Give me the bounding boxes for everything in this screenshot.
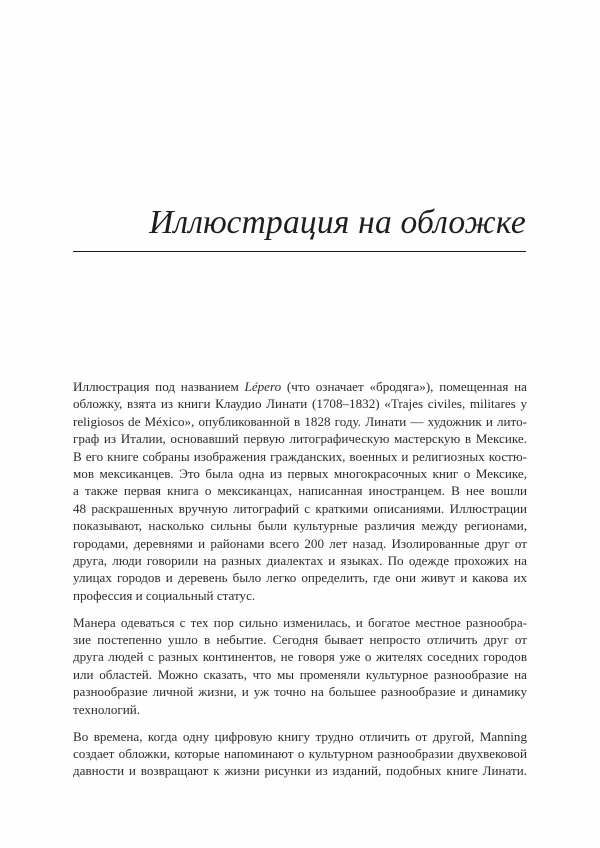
- paragraph-3: [73, 728, 527, 780]
- text-line: или областей. Можно сказать, что мы променяли культурное разнообразие на: [73, 666, 527, 682]
- text-span: Иллюстрация под названием: [73, 379, 245, 394]
- text-line: religiosos de México», опубликованной в 1828 году. Линати — художник и лито-: [73, 413, 527, 429]
- body-text: [73, 378, 527, 789]
- text-line: [73, 378, 527, 395]
- text-line: профессия и социальный статус.: [73, 587, 256, 603]
- paragraph-2: [73, 614, 527, 718]
- text-line: друга людей с разных континентов, не говоря уже о жителях соседних городов: [73, 649, 527, 665]
- text-line: обложку, взята из книги Клаудио Линати (1708–1832) «Trajes civiles, militares y: [73, 396, 527, 412]
- text-line: технологий.: [73, 701, 141, 717]
- italic-term: Lépero: [244, 379, 282, 394]
- text-line: создает обложки, которые напоминают о культурном разнообразии двухвековой: [73, 746, 527, 761]
- text-line: а также первая книга о мексиканцах, написанная иностранцем. В нее вошли: [73, 483, 527, 499]
- chapter-title: Иллюстрация на обложке: [149, 204, 526, 241]
- text-line: граф из Италии, основавший первую литографическую мастерскую в Мексике.: [73, 431, 527, 447]
- text-line: друга, люди говорили на разных диалектах и языках. По одежде прохожих на: [73, 552, 527, 568]
- title-underline-rule: [73, 251, 526, 252]
- text-line: 48 раскрашенных вручную литографий с краткими описаниями. Иллюстрации: [73, 500, 527, 516]
- text-line: В его книге собраны изображения гражданских, военных и религиозных костю-: [73, 448, 527, 464]
- text-line: улицах городов и деревень было легко определить, где они живут и какова их: [73, 570, 527, 586]
- text-line: давности и возвращают к жизни рисунки из изданий, подобных книге Линати.: [73, 763, 527, 779]
- text-span: (что означает «бродяга»), помещенная на: [281, 379, 527, 394]
- text-line: показывают, насколько сильны были культурные различия между регионами,: [73, 518, 527, 534]
- text-line: Во времена, когда одну цифровую книгу трудно отличить от другой, Manning: [73, 728, 527, 744]
- text-line: городами, деревнями и районами всего 200 лет назад. Изолированные друг от: [73, 535, 527, 551]
- text-line: разнообразие личной жизни, и уж точно на большее разнообразие и динамику: [73, 684, 527, 700]
- paragraph-1: [73, 378, 527, 604]
- text-line: Манера одеваться с тех пор сильно изменилась, и богатое местное разнообра-: [73, 614, 527, 630]
- text-line: мов мексиканцев. Это была одна из первых многокрасочных книг о Мексике,: [73, 465, 527, 481]
- text-line: зие постепенно ушло в небытие. Сегодня бывает непросто отличить друг от: [73, 632, 527, 648]
